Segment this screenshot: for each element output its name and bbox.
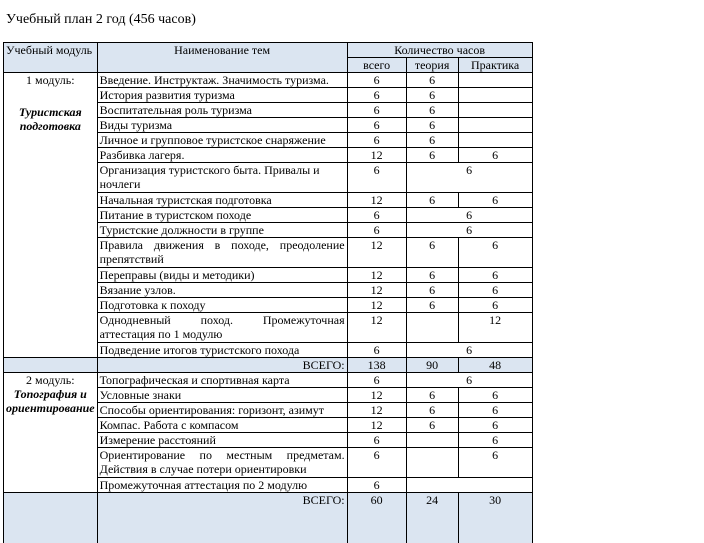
theory-hours-cell: 6 <box>406 238 458 268</box>
total-row <box>4 358 533 373</box>
practice-hours-cell <box>458 73 532 88</box>
theory-hours-cell: 6 <box>406 403 458 418</box>
theory-hours-cell: 6 <box>406 103 458 118</box>
table-row <box>4 73 533 88</box>
total-hours-cell: 12 <box>347 148 406 163</box>
theory-hours-cell: 6 <box>406 88 458 103</box>
theory-hours-cell <box>406 478 532 493</box>
practice-hours-cell: 6 <box>458 298 532 313</box>
practice-hours-cell: 6 <box>458 433 532 448</box>
practice-hours-cell: 6 <box>458 388 532 403</box>
sum-practice-cell: 48 <box>458 358 532 373</box>
total-hours-cell: 12 <box>347 313 406 343</box>
topic-cell: Ориентирование по местным предметам. Действия в случае потери ориентировки <box>97 448 347 478</box>
table-row <box>4 373 533 388</box>
topic-cell: Питание в туристском походе <box>97 208 347 223</box>
total-hours-cell: 6 <box>347 103 406 118</box>
module2-label-cell <box>4 373 98 493</box>
total-hours-cell: 12 <box>347 388 406 403</box>
total-hours-cell: 6 <box>347 448 406 478</box>
theory-hours-cell <box>406 448 458 478</box>
theory-hours-cell <box>406 313 458 343</box>
topic-cell: Виды туризма <box>97 118 347 133</box>
theory-hours-cell: 6 <box>406 73 458 88</box>
topic-cell: Измерение расстояний <box>97 433 347 448</box>
theory-hours-cell: 6 <box>406 118 458 133</box>
page-title: Учебный план 2 год (456 часов) <box>6 12 196 27</box>
practice-hours-cell: 6 <box>458 238 532 268</box>
topic-cell: Разбивка лагеря. <box>97 148 347 163</box>
theory-hours-cell: 6 <box>406 298 458 313</box>
practice-hours-cell <box>458 118 532 133</box>
total-hours-cell: 6 <box>347 478 406 493</box>
practice-hours-cell: 6 <box>458 418 532 433</box>
theory-hours-cell: 6 <box>406 343 532 358</box>
topic-cell: Личное и групповое туристское снаряжение <box>97 133 347 148</box>
practice-hours-cell: 6 <box>458 403 532 418</box>
module2-label: 2 модуль: <box>25 373 75 387</box>
topic-cell: Подготовка к походу <box>97 298 347 313</box>
topic-cell: Условные знаки <box>97 388 347 403</box>
theory-hours-cell: 6 <box>406 148 458 163</box>
topic-cell: Способы ориентирования: горизонт, азимут <box>97 403 347 418</box>
topic-cell: Переправы (виды и методики) <box>97 268 347 283</box>
module1-label-cell <box>4 73 98 358</box>
total-hours-cell: 6 <box>347 73 406 88</box>
practice-hours-cell: 12 <box>458 313 532 343</box>
topic-cell: Вязание узлов. <box>97 283 347 298</box>
practice-hours-cell <box>458 88 532 103</box>
header-topic: Наименование тем <box>97 43 347 73</box>
practice-hours-cell: 6 <box>458 268 532 283</box>
topic-cell: Туристские должности в группе <box>97 223 347 238</box>
theory-hours-cell <box>406 433 458 448</box>
sum-total-cell: 60 <box>347 493 406 543</box>
header-total: всего <box>347 58 406 73</box>
theory-hours-cell: 6 <box>406 268 458 283</box>
total-hours-cell: 6 <box>347 88 406 103</box>
total-hours-cell: 6 <box>347 118 406 133</box>
curriculum-table <box>3 42 533 543</box>
practice-hours-cell: 6 <box>458 448 532 478</box>
sum-theory-cell: 24 <box>406 493 458 543</box>
header-practice: Практика <box>458 58 532 73</box>
topic-cell: Введение. Инструктаж. Значимость туризма. <box>97 73 347 88</box>
theory-hours-cell: 6 <box>406 208 532 223</box>
theory-hours-cell: 6 <box>406 193 458 208</box>
theory-hours-cell: 6 <box>406 163 532 193</box>
practice-hours-cell: 6 <box>458 283 532 298</box>
total-label: ВСЕГО: <box>97 493 347 543</box>
topic-cell: Правила движения в походе, преодоление препятствий <box>97 238 347 268</box>
practice-hours-cell <box>458 133 532 148</box>
total-hours-cell: 6 <box>347 133 406 148</box>
header-theory: теория <box>406 58 458 73</box>
total-hours-cell: 6 <box>347 208 406 223</box>
topic-cell: Компас. Работа с компасом <box>97 418 347 433</box>
total-hours-cell: 12 <box>347 238 406 268</box>
total-hours-cell: 6 <box>347 433 406 448</box>
total-hours-cell: 12 <box>347 268 406 283</box>
theory-hours-cell: 6 <box>406 418 458 433</box>
total-hours-cell: 12 <box>347 193 406 208</box>
total-row <box>4 493 533 543</box>
topic-cell: Организация туристского быта. Привалы и ночлеги <box>97 163 347 193</box>
total-label: ВСЕГО: <box>97 358 347 373</box>
total-hours-cell: 6 <box>347 343 406 358</box>
header-hours: Количество часов <box>347 43 532 58</box>
total-hours-cell: 12 <box>347 283 406 298</box>
total-hours-cell: 6 <box>347 373 406 388</box>
topic-cell: Однодневный поход. Промежуточная аттестация по 1 модулю <box>97 313 347 343</box>
theory-hours-cell: 6 <box>406 223 532 238</box>
topic-cell: История развития туризма <box>97 88 347 103</box>
practice-hours-cell: 6 <box>458 193 532 208</box>
module1-label: 1 модуль: <box>25 73 75 87</box>
module1-name: Туристская подготовка <box>18 105 82 133</box>
sum-theory-cell: 90 <box>406 358 458 373</box>
topic-cell: Промежуточная аттестация по 2 модулю <box>97 478 347 493</box>
module2-name: Топография и ориентирование <box>6 387 95 415</box>
practice-hours-cell <box>458 103 532 118</box>
total-hours-cell: 12 <box>347 403 406 418</box>
total-hours-cell: 12 <box>347 418 406 433</box>
topic-cell: Начальная туристская подготовка <box>97 193 347 208</box>
sum-practice-cell: 30 <box>458 493 532 543</box>
theory-hours-cell: 6 <box>406 283 458 298</box>
practice-hours-cell: 6 <box>458 148 532 163</box>
header-module: Учебный модуль <box>4 43 98 73</box>
topic-cell: Воспитательная роль туризма <box>97 103 347 118</box>
total-hours-cell: 6 <box>347 163 406 193</box>
total-hours-cell: 6 <box>347 223 406 238</box>
topic-cell: Подведение итогов туристского похода <box>97 343 347 358</box>
theory-hours-cell: 6 <box>406 373 532 388</box>
theory-hours-cell: 6 <box>406 388 458 403</box>
topic-cell: Топографическая и спортивная карта <box>97 373 347 388</box>
total-hours-cell: 12 <box>347 298 406 313</box>
theory-hours-cell: 6 <box>406 133 458 148</box>
sum-total-cell: 138 <box>347 358 406 373</box>
